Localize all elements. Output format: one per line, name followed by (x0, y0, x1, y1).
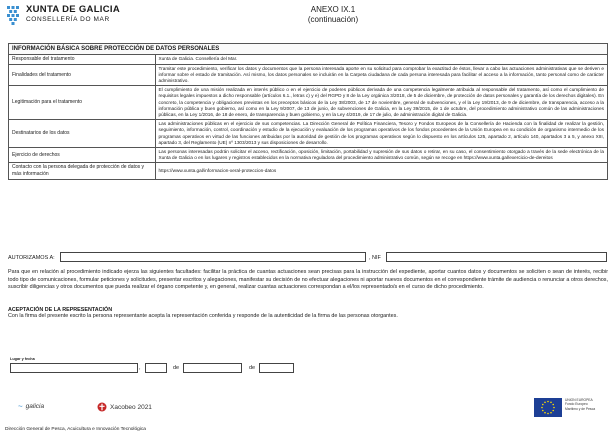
row-label: Responsable del tratamento (9, 55, 155, 64)
xacobeo-cross-icon (97, 402, 107, 412)
org-title: XUNTA DE GALICIA (26, 4, 120, 15)
place-date-label: Lugar y fecha (10, 357, 35, 361)
row-value: Las administraciones públicas en el ejercicio de sus competencias. La Dirección General de Política Financiera, Tesoro y Fondos Europeos de la Consellería de Hacienda con la finalidad de realizar la gestión, seguimiento, información, control, coordinación y estudio de la ejecución y evaluación de los programas operativos de los fondos procedentes de la Unión Europea en su condición de organismo intermedio de los programas operativos en virtud de las funciones atribuidas por la autoridad de gestión de los programas operativos según lo dispuesto en los artículos 125, apartado 2, artículo 140, apartados 3 a 5, y anexo XIII, apartado 3, del Reglamento (UE) nº 1303/2013 y sus disposiciones de desarrollo. (155, 120, 607, 148)
row-label: Legitimación para el tratamento (9, 86, 155, 120)
authorize-label: AUTORIZAMOS A: (8, 255, 55, 261)
de-label-2: de (249, 365, 256, 371)
galicia-swirl-icon: ~ (18, 402, 23, 411)
eu-text-line-1: UNION EUROPEA (565, 398, 593, 402)
row-value: Xunta de Galicia. Consellería del Mar. (158, 56, 238, 62)
acceptance-title: ACEPTACIÓN DE LA REPRESENTACIÓN (8, 307, 113, 313)
data-protection-box (8, 43, 608, 180)
xunta-crest-icon (6, 5, 20, 25)
annex-continuation: (continuación) (307, 15, 359, 24)
table-row (9, 148, 607, 163)
annex-heading (288, 5, 378, 25)
row-label: Contacto con la persona delegada de protección de datos y más información (9, 163, 155, 179)
eu-fund-label (565, 398, 595, 411)
eu-text-line-3: Marítimo y de Pesca (565, 406, 596, 411)
day-field[interactable] (145, 363, 167, 373)
footer-organization: Dirección General de Pesca, Acuicultura e Innovación Tecnológica (5, 427, 146, 432)
table-row (9, 120, 607, 148)
powers-paragraph: Para que en relación al procedimiento indicado ejerza las siguientes facultades: facilitar la práctica de cuantas actuaciones sean precisas para la instrucción del expediente, aportar cuantos datos y documentos se soliciten o sean de interés, recibir todo tipo de comunicaciones, formular peticiones y solicitudes, presentar escritos y alegaciones, manifestar su decisión de no efectuar alegaciones ni aportar nuevos documentos en el correspondiente trámite de audiencia o renunciar a otros derechos, suscribir diligencias y otros documentos que pueda realizar el órgano competente y, en general, realizar cuantas actuaciones correspondan a el/los representado/s en el curso de dicho procedimiento. (8, 269, 608, 291)
row-label: Ejercicio de derechos (9, 148, 155, 163)
row-value: Tramitar este procedimiento, verificar los datos y documentos que la persona interesada aporte en su solicitud para comprobar la exactitud de éstos, llevar a cabo las actuaciones administrativas que se deriven e informar sobre el estado de tramitación. Así mismo, los datos personales se incluirán en la Carpeta ciudadana de cada persona interesada para facilitar el acceso a la información, tanto personal como de carácter administrativo. (155, 64, 607, 86)
row-label: Destinatarios de los datos (9, 120, 155, 148)
eu-text-line-2: Fondo Europeo (565, 402, 588, 407)
acceptance-text: Con la firma del presente escrito la persona representante acepta la representación conferida y responde de la autenticidad de la firma de las personas otorgantes. (8, 313, 398, 319)
authorized-name-field[interactable] (60, 252, 366, 262)
place-field[interactable] (10, 363, 138, 373)
data-protection-table (9, 55, 607, 179)
table-row (9, 163, 607, 179)
de-label-1: de (173, 365, 180, 371)
galicia-logo-text: galicia (25, 403, 45, 410)
month-field[interactable] (183, 363, 242, 373)
row-value: Las personas interesadas podrán solicitar el acceso, rectificación, oposición, limitación, portabilidad y supresión de sus datos o retirar, en su caso, el consentimiento otorgado a través de la sede electrónica de la Xunta de Galicia o en los lugares y registros establecidos en la normativa reguladora del procedimiento administrativo común, según se recoge en https://www.xunta.gal/exercicio-de-dereitos (155, 148, 607, 163)
row-value: El cumplimiento de una misión realizada en interés público o en el ejercicio de poderes públicos derivada de una competencia legalmente atribuida al responsable del tratamento, así como el cumplimiento de requisitos legales impuestos a dicho responsable (artículos 6.1., letras c) y e) del RGPD y 8 de la Ley orgánica 3/2018, de 5 de diciembre, de protección de datos personales y garantía de los derechos digitales). En concreto, la competencia y obligaciones previstas en los preceptos básicos de la Ley 38/2003, de 17 de noviembre, general de subvenciones, y el la Ley 19/2013, de 9 de diciembre, de transparencia, acceso a la información pública y buen gobierno, así como en la Ley 9/2007, de 13 de junio, de subvenciones de Galicia, en la Ley 39/2015, de 1 de octubre, del procedimiento administrativo común de las administraciones públicas, en la Ley 1/2016, de 18 de enero, de transparencia y buen gobierno, y en la Ley 4/2019, de 17 de julio, de administración digital de Galicia. (155, 86, 607, 120)
nif-label: , NIF (369, 255, 381, 261)
eu-flag-icon (534, 398, 562, 417)
xacobeo-logo (97, 402, 152, 412)
data-protection-heading: INFORMACIÓN BÁSICA SOBRE PROTECCIÓN DE DATOS PERSONALES (9, 44, 607, 55)
year-field[interactable] (259, 363, 294, 373)
header-logo (26, 4, 120, 23)
row-value: https://www.xunta.gal/informacion-xeral-proteccion-datos (155, 163, 607, 179)
table-row (9, 55, 607, 64)
row-label: Finalidades del tratamento (9, 64, 155, 86)
xacobeo-logo-text: Xacobeo 2021 (110, 403, 152, 411)
table-row (9, 86, 607, 120)
annex-title: ANEXO IX.1 (310, 5, 356, 14)
galicia-logo (18, 402, 44, 411)
org-subtitle: CONSELLERÍA DO MAR (26, 16, 110, 23)
table-row (9, 64, 607, 86)
comma-separator: , (139, 365, 141, 371)
nif-field[interactable] (386, 252, 607, 262)
